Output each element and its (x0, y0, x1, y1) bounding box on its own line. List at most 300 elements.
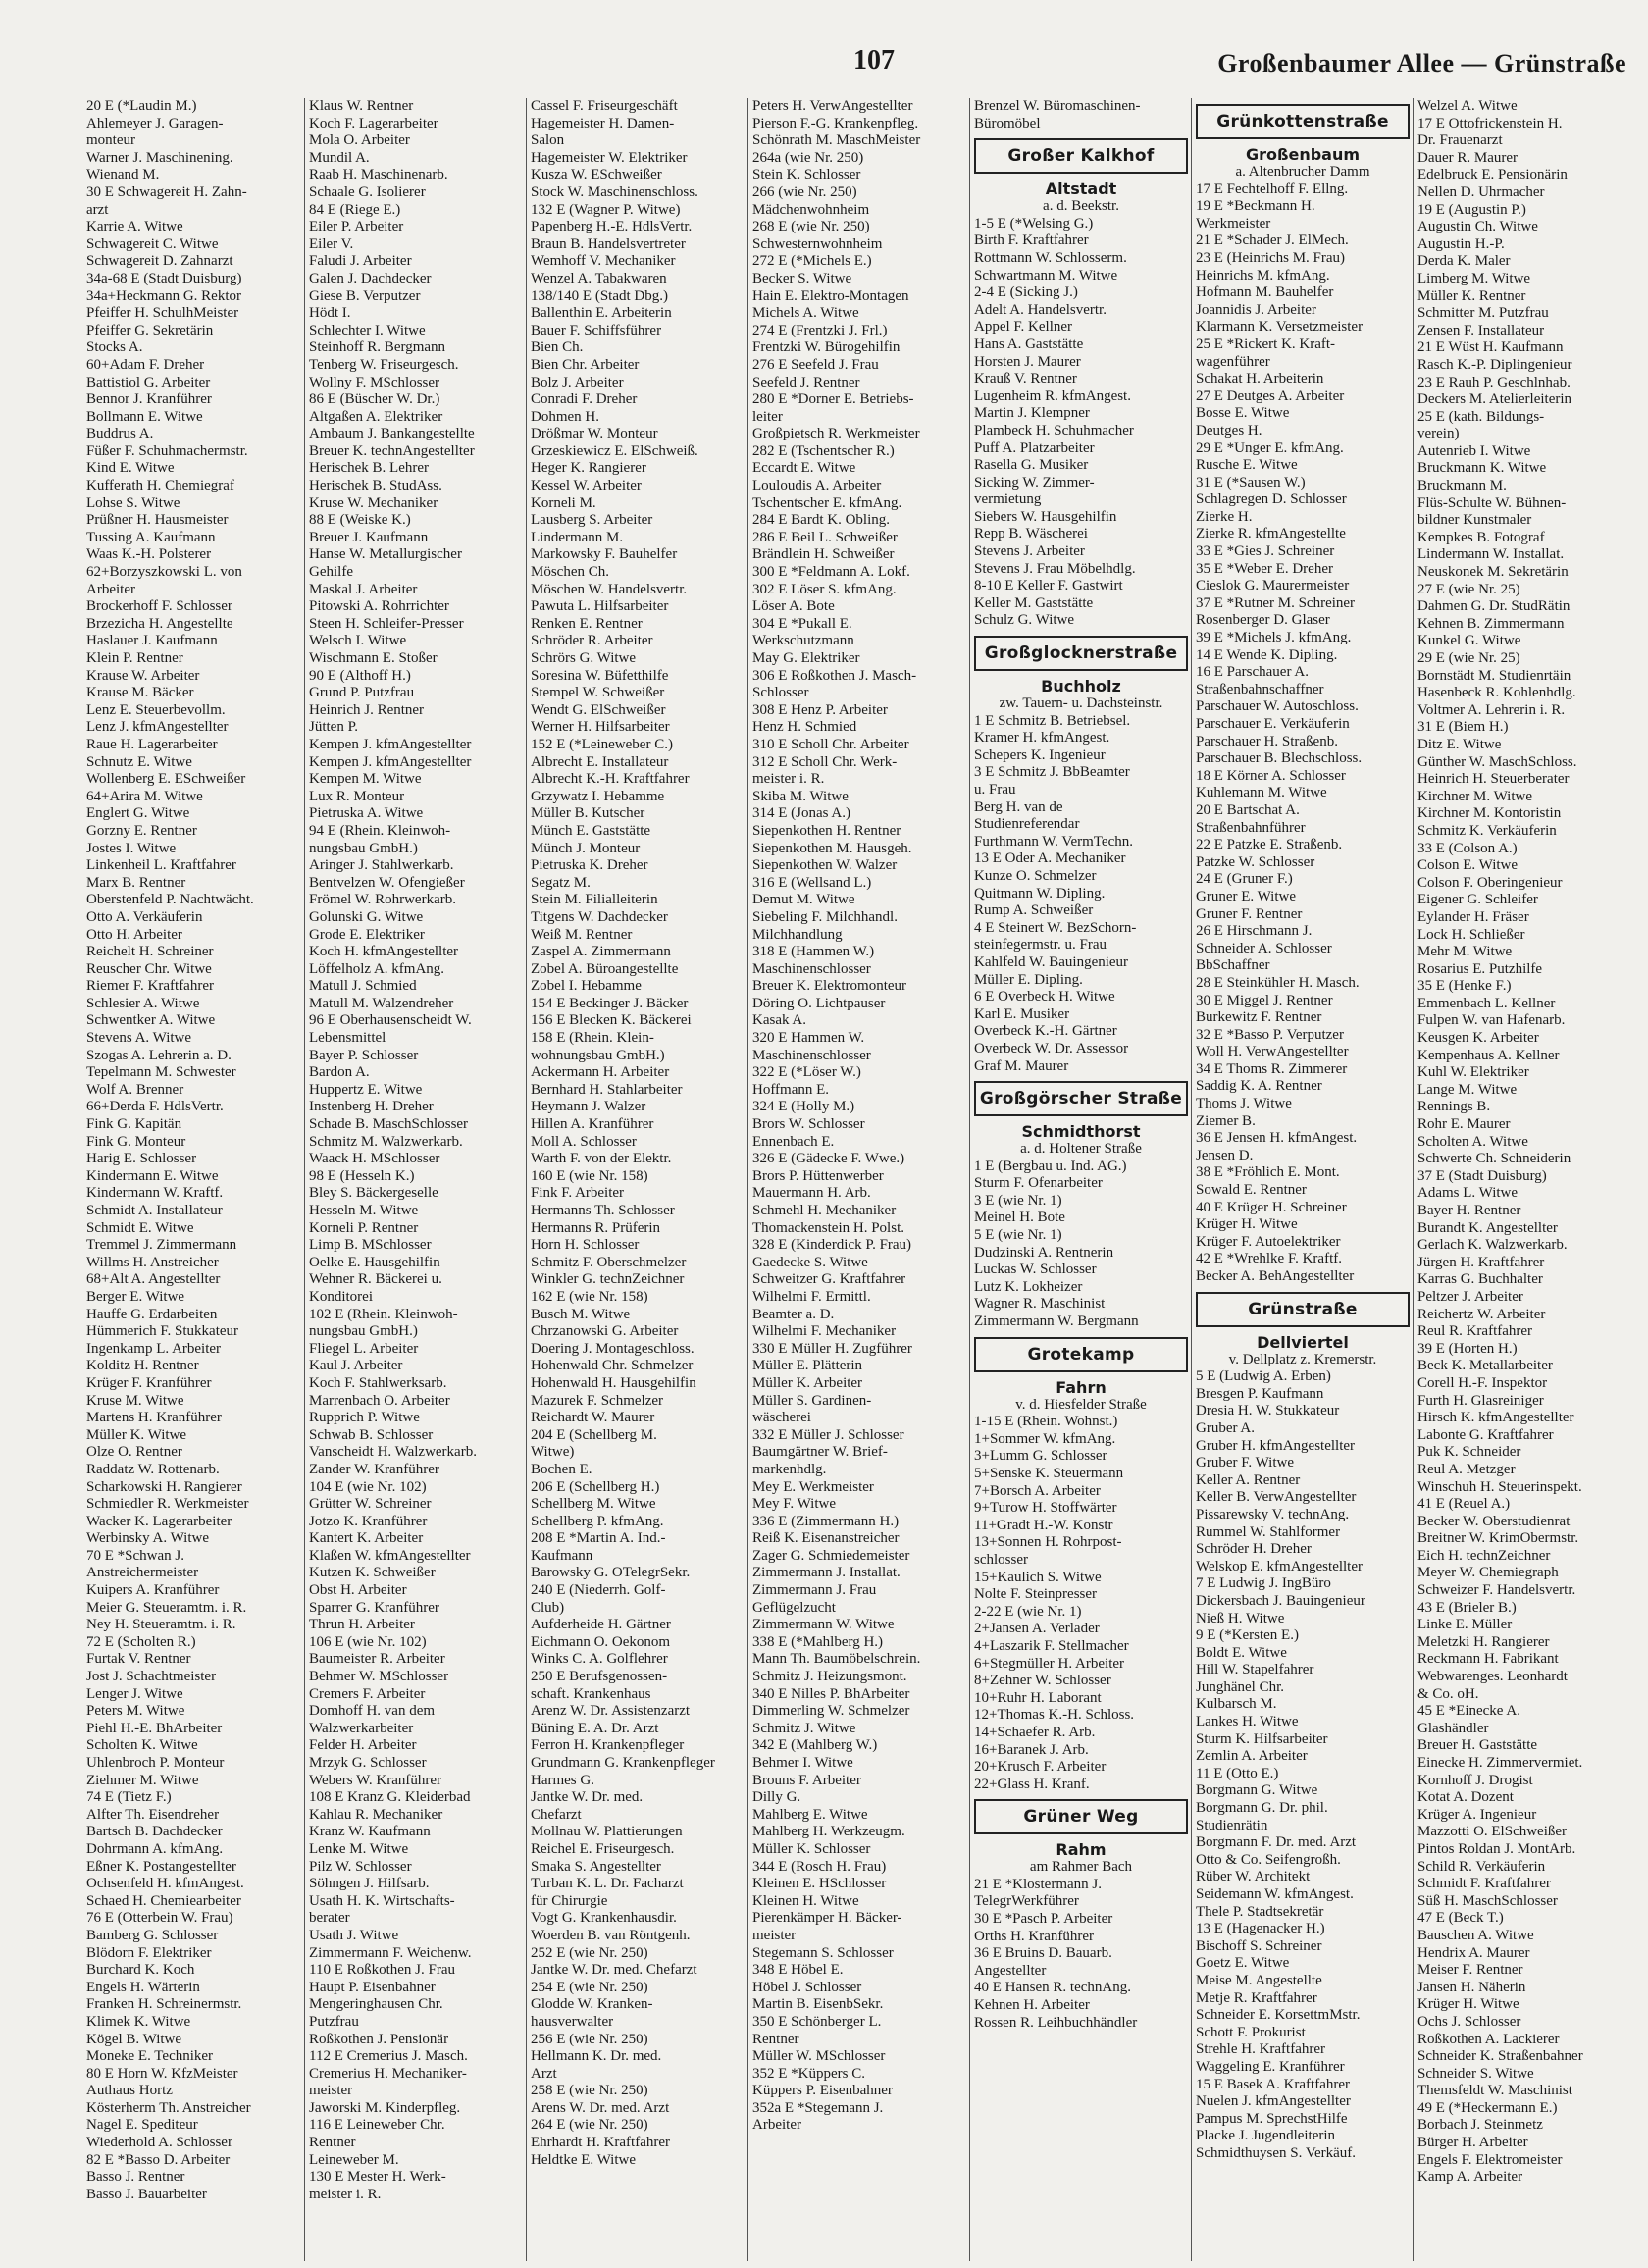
street-location: a. Altenbrucher Damm (1235, 164, 1370, 180)
directory-entry: Breuer J. Kaufmann (309, 529, 429, 545)
directory-entry: Fulpen W. van Hafenarb. (1417, 1012, 1566, 1029)
directory-entry: Winkler G. technZeichner (531, 1271, 685, 1288)
directory-entry: 310 E Scholl Chr. Arbeiter (752, 736, 909, 752)
directory-entry: Studienrätin (1196, 1817, 1268, 1833)
directory-entry: meister (309, 2083, 353, 2099)
directory-entry: Wolf A. Brenner (86, 1081, 184, 1098)
street-heading: Grünkottenstraße (1196, 104, 1410, 139)
directory-entry: Welzel A. Witwe (1417, 98, 1518, 114)
directory-entry: Rasch K.-P. Diplingenieur (1417, 356, 1572, 373)
directory-entry: Strehle H. Kraftfahrer (1196, 2041, 1326, 2058)
directory-entry: Pierson F.-G. Krankenpfleg. (752, 115, 919, 131)
directory-entry: 5 E (Ludwig A. Erben) (1196, 1368, 1331, 1385)
directory-entry: 30 E Miggel J. Rentner (1196, 992, 1333, 1008)
directory-entry: Borgmann G. Witwe (1196, 1782, 1318, 1799)
directory-column (526, 98, 747, 2261)
directory-entry: 64+Arira M. Witwe (86, 788, 203, 804)
directory-entry: Bresgen P. Kaufmann (1196, 1385, 1324, 1402)
directory-entry: Bochen E. (531, 1461, 592, 1477)
directory-entry: Schneider E. KorsettmMstr. (1196, 2007, 1361, 2024)
directory-entry: Schmidthuysen S. Verkäuf. (1196, 2144, 1357, 2161)
directory-entry: Kempen M. Witwe (309, 771, 422, 788)
directory-entry: Nieß H. Witwe (1196, 1610, 1285, 1626)
directory-entry: Kessel W. Arbeiter (531, 478, 642, 494)
directory-entry: Marx B. Rentner (86, 874, 186, 891)
directory-entry: Themsfeldt W. Maschinist (1417, 2083, 1572, 2099)
directory-entry: Ziemer B. (1196, 1112, 1256, 1129)
directory-entry: Schönrath M. MaschMeister (752, 132, 921, 149)
directory-entry: Sparrer G. Kranführer (309, 1599, 439, 1616)
directory-entry: 8-10 E Keller F. Gastwirt (974, 578, 1123, 594)
directory-entry: Rüber W. Architekt (1196, 1869, 1311, 1885)
directory-entry: 9+Turow H. Stoffwärter (974, 1500, 1117, 1517)
directory-entry: Grzeskiewicz E. ElSchweiß. (531, 442, 698, 459)
directory-entry: Skiba M. Witwe (752, 788, 849, 804)
directory-entry: Kufferath H. Chemiegraf (86, 478, 234, 494)
directory-entry: Hauffe G. Erdarbeiten (86, 1306, 218, 1322)
directory-entry: Schrörs G. Witwe (531, 650, 637, 666)
directory-entry: Karl E. Musiker (974, 1005, 1070, 1022)
directory-entry: 14 E Wende K. Dipling. (1196, 646, 1338, 663)
directory-entry: Mehr M. Witwe (1417, 944, 1513, 960)
district-name: Altstadt (1045, 180, 1117, 199)
directory-entry: 7+Borsch A. Arbeiter (974, 1482, 1101, 1499)
directory-entry: Beamter a. D. (752, 1306, 835, 1322)
directory-entry: Parschauer B. Blechschloss. (1196, 750, 1363, 767)
directory-entry: Stegemann S. Schlosser (752, 1944, 894, 1961)
directory-column (969, 98, 1191, 2261)
directory-entry: Oelke E. Hausgehilfin (309, 1254, 440, 1270)
directory-entry: Lux R. Monteur (309, 788, 405, 804)
directory-entry: Beck K. Metallarbeiter (1417, 1358, 1553, 1374)
directory-entry: Renken E. Rentner (531, 615, 643, 632)
directory-entry: Klarmann K. Versetzmeister (1196, 319, 1364, 335)
directory-entry: Kotat A. Dozent (1417, 1789, 1514, 1806)
directory-entry: Parschauer W. Autoschloss. (1196, 698, 1359, 715)
directory-entry: Fink F. Arbeiter (531, 1185, 625, 1202)
directory-entry: Eich H. technZeichner (1417, 1547, 1551, 1564)
directory-entry: 300 E *Feldmann A. Lokf. (752, 564, 910, 581)
directory-entry: Pierenkämper H. Bäcker- (752, 1910, 902, 1927)
directory-entry: Nuelen J. kfmAngestellter (1196, 2093, 1351, 2110)
directory-entry: 40 E Krüger H. Schreiner (1196, 1199, 1347, 1215)
directory-entry: Reuscher Chr. Witwe (86, 960, 212, 977)
directory-entry: Horn H. Schlosser (531, 1237, 640, 1254)
directory-entry: 32 E *Basso P. Verputzer (1196, 1026, 1344, 1043)
directory-entry: Kögel B. Witwe (86, 2031, 182, 2047)
directory-entry: Zierke R. kfmAngestellte (1196, 526, 1346, 542)
directory-entry: Baumeister R. Arbeiter (309, 1651, 445, 1668)
directory-entry: Dickersbach J. Bauingenieur (1196, 1592, 1365, 1609)
directory-entry: 14+Schaefer R. Arb. (974, 1724, 1096, 1740)
directory-entry: Dr. Frauenarzt (1417, 132, 1503, 149)
directory-entry: Schmiedler R. Werkmeister (86, 1496, 249, 1513)
directory-entry: 21 E *Schader J. ElMech. (1196, 232, 1349, 249)
directory-entry: 88 E (Weiske K.) (309, 512, 411, 529)
directory-entry: 324 E (Holly M.) (752, 1099, 855, 1115)
directory-entry: Obst H. Arbeiter (309, 1582, 407, 1599)
directory-entry: 82 E *Basso D. Arbeiter (86, 2151, 231, 2168)
directory-entry: 19 E *Beckmann H. (1196, 198, 1315, 215)
directory-entry: Zander W. Kranführer (309, 1461, 439, 1477)
directory-entry: Zobel I. Hebamme (531, 978, 642, 995)
directory-entry: Titgens W. Dachdecker (531, 908, 668, 925)
directory-entry: Thele P. Stadtsekretär (1196, 1903, 1324, 1920)
directory-entry: 24 E (Gruner F.) (1196, 871, 1293, 888)
directory-entry: Otto A. Verkäuferin (86, 908, 203, 925)
directory-entry: 156 E Blecken K. Bäckerei (531, 1012, 692, 1029)
directory-entry: Waack H. MSchlosser (309, 1151, 440, 1167)
directory-entry: 266 (wie Nr. 250) (752, 183, 857, 200)
directory-entry: Deckers M. Atelierleiterin (1417, 391, 1572, 408)
directory-entry: Puk K. Schneider (1417, 1444, 1521, 1461)
district-name: Schmidthorst (1021, 1122, 1141, 1142)
directory-entry: Matull J. Schmied (309, 978, 417, 995)
directory-entry: Anstreichermeister (86, 1565, 199, 1581)
directory-entry: Rummel W. Stahlformer (1196, 1523, 1341, 1540)
directory-entry: Reckmann H. Fabrikant (1417, 1651, 1559, 1668)
directory-entry: Englert G. Witwe (86, 805, 190, 822)
directory-entry: Dilly G. (752, 1789, 801, 1806)
directory-entry: Kranz W. Kaufmann (309, 1824, 431, 1840)
directory-entry: Mundil A. (309, 149, 370, 166)
directory-entry: Müller K. Rentner (1417, 287, 1526, 304)
directory-entry: Linkenheil L. Kraftfahrer (86, 857, 236, 874)
directory-entry: Scholten K. Witwe (86, 1737, 198, 1754)
directory-entry: Meise M. Angestellte (1196, 1972, 1322, 1988)
directory-entry: Dauer R. Maurer (1417, 149, 1519, 166)
directory-entry: Schwerte Ch. Schneiderin (1417, 1151, 1571, 1167)
directory-entry: Walzwerkarbeiter (309, 1720, 414, 1736)
directory-entry: 45 E *Einecke A. (1417, 1703, 1520, 1720)
directory-entry: Vogt G. Krankenhausdir. (531, 1910, 677, 1927)
directory-entry: Ambaum J. Bankangestellte (309, 426, 475, 442)
directory-entry: Brors P. Hüttenwerber (752, 1167, 884, 1184)
directory-entry: Schaale G. Isolierer (309, 183, 426, 200)
directory-entry: Matull M. Walzendreher (309, 995, 454, 1011)
directory-entry: 13 E (Hagenacker H.) (1196, 1921, 1325, 1937)
directory-entry: 344 E (Rosch H. Frau) (752, 1858, 887, 1875)
directory-entry: Wilhelmi F. Ermittl. (752, 1288, 871, 1305)
directory-entry: 42 E *Wrehlke F. Kraftf. (1196, 1251, 1342, 1267)
directory-entry: Kulbarsch M. (1196, 1696, 1277, 1713)
directory-entry: markenhdlg. (752, 1461, 827, 1477)
directory-entry: 36 E Jensen H. kfmAngest. (1196, 1130, 1358, 1147)
directory-entry: 312 E Scholl Chr. Werk- (752, 753, 898, 770)
directory-entry: Wendt G. ElSchweißer (531, 701, 666, 718)
directory-entry: Kindermann E. Witwe (86, 1167, 219, 1184)
directory-entry: Mola O. Arbeiter (309, 132, 410, 149)
directory-entry: Brändlein H. Schweißer (752, 546, 895, 563)
directory-entry: Krause M. Bäcker (86, 685, 194, 701)
directory-entry: Barowsky G. OTelegrSekr. (531, 1565, 691, 1581)
directory-entry: 208 E *Martin A. Ind.- (531, 1530, 666, 1547)
directory-entry: 41 E (Reuel A.) (1417, 1496, 1511, 1513)
directory-entry: meister i. R. (309, 2186, 382, 2202)
directory-entry: Lausberg S. Arbeiter (531, 512, 653, 529)
directory-entry: Schmitter M. Putzfrau (1417, 305, 1549, 322)
directory-entry: Dohmen H. (531, 408, 599, 425)
directory-entry: Parschauer H. Straßenb. (1196, 733, 1338, 749)
directory-entry: Arenz W. Dr. Assistenzarzt (531, 1703, 691, 1720)
directory-entry: 31 E (Biem H.) (1417, 719, 1509, 736)
directory-entry: 274 E (Frentzki J. Frl.) (752, 322, 888, 338)
directory-entry: Fliegel L. Arbeiter (309, 1340, 419, 1357)
district-name: Großenbaum (1245, 145, 1361, 164)
directory-entry: 320 E Hammen W. (752, 1030, 865, 1047)
directory-entry: Gruber H. kfmAngestellter (1196, 1437, 1356, 1454)
directory-entry: Martin J. Klempner (974, 405, 1090, 422)
directory-entry: Frömel W. Rohrwerkarb. (309, 892, 456, 908)
directory-entry: Grzywatz I. Hebamme (531, 788, 665, 804)
directory-entry: Cieslok G. Maurermeister (1196, 578, 1350, 594)
directory-entry: Wehner R. Bäckerei u. (309, 1271, 442, 1288)
directory-entry: Papenberg H.-E. HdlsVertr. (531, 219, 693, 235)
directory-entry: Uhlenbroch P. Monteur (86, 1755, 225, 1771)
directory-entry: 27 E Deutges A. Arbeiter (1196, 387, 1345, 404)
directory-entry: Club) (531, 1599, 565, 1616)
directory-entry: Brzezicha H. Angestellte (86, 615, 233, 632)
directory-entry: Arbeiter (86, 581, 135, 597)
directory-entry: Schmidt A. Installateur (86, 1203, 223, 1218)
directory-entry: Baumgärtner W. Brief- (752, 1444, 888, 1461)
directory-entry: Altgaßen A. Elektriker (309, 408, 443, 425)
directory-entry: Pitowski A. Rohrrichter (309, 598, 449, 615)
directory-entry: Schmitz M. Walzwerkarb. (309, 1133, 463, 1150)
directory-entry: Zaspel A. Zimmermann (531, 944, 671, 960)
directory-entry: 11+Gradt H.-W. Konstr (974, 1517, 1113, 1533)
directory-entry: Schneider K. Straßenbahner (1417, 2048, 1583, 2065)
directory-entry: Hoffmann E. (752, 1081, 830, 1098)
directory-entry: 7 E Ludwig J. IngBüro (1196, 1575, 1331, 1592)
directory-entry: Zemlin A. Arbeiter (1196, 1748, 1308, 1765)
directory-entry: 254 E (wie Nr. 250) (531, 1979, 648, 1995)
directory-entry: Parschauer E. Verkäuferin (1196, 716, 1350, 732)
directory-entry: Mahlberg E. Witwe (752, 1806, 868, 1823)
directory-entry: Schepers K. Ingenieur (974, 747, 1106, 763)
directory-entry: 272 E (*Michels E.) (752, 253, 872, 270)
directory-entry: Kempkes B. Fotograf (1417, 529, 1545, 545)
directory-entry: 13 E Oder A. Mechaniker (974, 850, 1126, 867)
directory-entry: Stein M. Filialleiterin (531, 892, 658, 908)
directory-entry: Tenberg W. Friseurgesch. (309, 356, 459, 373)
directory-entry: Korneli M. (531, 494, 596, 511)
directory-entry: Breitner W. KrimObermstr. (1417, 1530, 1579, 1547)
directory-entry: Breuer K. Elektromonteur (752, 978, 907, 995)
directory-entry: Sturm K. Hilfsarbeiter (1196, 1730, 1328, 1747)
directory-entry: 1+Sommer W. kfmAng. (974, 1430, 1116, 1447)
directory-entry: Limp B. MSchlosser (309, 1237, 432, 1254)
directory-entry: Welsch I. Witwe (309, 633, 407, 649)
directory-entry: Milchhandlung (752, 926, 843, 943)
directory-entry: 30 E *Pasch P. Arbeiter (974, 1911, 1113, 1928)
directory-entry: Müller K. Schlosser (752, 1840, 871, 1857)
directory-entry: 4+Laszarik F. Stellmacher (974, 1637, 1129, 1654)
directory-entry: Chefarzt (531, 1806, 582, 1823)
directory-entry: Rohr E. Maurer (1417, 1116, 1511, 1133)
directory-entry: schaft. Krankenhaus (531, 1685, 651, 1702)
directory-entry: Eichmann O. Oekonom (531, 1633, 671, 1650)
directory-entry: Gruner E. Witwe (1196, 888, 1297, 904)
directory-entry: 15+Kaulich S. Witwe (974, 1569, 1102, 1585)
directory-entry: Steinhoff R. Bergmann (309, 339, 446, 356)
directory-entry: Borbach J. Steinmetz (1417, 2117, 1543, 2134)
directory-entry: Burchard K. Koch (86, 1962, 195, 1979)
directory-entry: Berger E. Witwe (86, 1288, 185, 1305)
directory-entry: Kruse W. Mechaniker (309, 494, 438, 511)
directory-entry: Schlesier A. Witwe (86, 995, 200, 1011)
directory-entry: 30 E Schwagereit H. Zahn- (86, 183, 247, 200)
directory-entry: Raab H. Maschinenarb. (309, 167, 448, 183)
directory-entry: Jostes I. Witwe (86, 840, 177, 856)
directory-entry: steinfegermstr. u. Frau (974, 937, 1107, 954)
directory-entry: Ennenbach E. (752, 1133, 835, 1150)
directory-entry: Wischmann E. Stoßer (309, 650, 438, 666)
directory-entry: nungsbau GmbH.) (309, 840, 418, 856)
directory-entry: Werkschutzmann (752, 633, 854, 649)
directory-entry: Müller K. Witwe (86, 1426, 187, 1443)
directory-entry: Mazzotti O. ElSchweißer (1417, 1824, 1568, 1840)
directory-entry: 60+Adam F. Dreher (86, 356, 205, 373)
directory-entry: Louloudis A. Arbeiter (752, 478, 882, 494)
directory-entry: Kuipers A. Kranführer (86, 1582, 220, 1599)
directory-entry: Keller A. Rentner (1196, 1471, 1301, 1488)
directory-entry: 3+Lumm G. Schlosser (974, 1448, 1107, 1465)
directory-entry: Kruse M. Witwe (86, 1392, 184, 1409)
directory-entry: Pilz W. Schlosser (309, 1858, 412, 1875)
directory-entry: Soresina W. Büfetthilfe (531, 667, 669, 684)
directory-entry: Goetz E. Witwe (1196, 1955, 1290, 1972)
directory-entry: Quitmann W. Dipling. (974, 885, 1106, 902)
directory-entry: Winks C. A. Golflehrer (531, 1651, 668, 1668)
directory-entry: Ditz E. Witwe (1417, 736, 1502, 752)
directory-column (304, 98, 526, 2261)
directory-entry: Brockerhoff F. Schlosser (86, 598, 232, 615)
directory-entry: Eßner K. Postangestellter (86, 1858, 236, 1875)
directory-entry: Schnutz E. Witwe (86, 753, 192, 770)
directory-entry: 84 E (Riege E.) (309, 201, 401, 218)
directory-entry: Faludi J. Arbeiter (309, 253, 412, 270)
directory-entry: 5 E (wie Nr. 1) (974, 1227, 1062, 1244)
directory-entry: Arens W. Dr. med. Arzt (531, 2099, 670, 2116)
directory-entry: Kramer H. kfmAngest. (974, 730, 1110, 747)
directory-entry: Reul A. Metzger (1417, 1461, 1516, 1477)
directory-entry: Jost J. Schachtmeister (86, 1669, 217, 1685)
directory-entry: Hans A. Gaststätte (974, 335, 1084, 352)
directory-entry: Schwentker A. Witwe (86, 1012, 216, 1029)
directory-entry: TelegrWerkführer (974, 1893, 1079, 1910)
directory-entry: Bley S. Bäckergeselle (309, 1185, 438, 1202)
directory-entry: 276 E Seefeld J. Frau (752, 356, 879, 373)
directory-entry: Koch F. Lagerarbeiter (309, 115, 438, 131)
directory-entry: Pissarewsky V. technAng. (1196, 1506, 1350, 1522)
directory-entry: 33 E *Gies J. Schreiner (1196, 543, 1335, 560)
directory-entry: Emmenbach L. Kellner (1417, 995, 1556, 1011)
directory-entry: Maskal J. Arbeiter (309, 581, 418, 597)
directory-entry: Becker S. Witwe (752, 270, 852, 286)
directory-entry: Kaufmann (531, 1547, 593, 1564)
directory-entry: Dimmerling W. Schmelzer (752, 1703, 910, 1720)
directory-entry: Rennings B. (1417, 1099, 1491, 1115)
directory-entry: Lankes H. Witwe (1196, 1714, 1299, 1730)
directory-entry: 25 E *Rickert K. Kraft- (1196, 335, 1336, 352)
directory-entry: Hermanns Th. Schlosser (531, 1203, 675, 1218)
street-location: a. d. Beekstr. (1043, 198, 1119, 215)
directory-entry: Chrzanowski G. Arbeiter (531, 1323, 679, 1340)
directory-entry: Ziehmer M. Witwe (86, 1772, 199, 1788)
directory-entry: Bayer H. Rentner (1417, 1203, 1521, 1218)
directory-entry: Haupt P. Eisenbahner (309, 1979, 436, 1995)
directory-entry: Schweizer F. Handelsvertr. (1417, 1582, 1576, 1599)
directory-entry: 27 E (wie Nr. 25) (1417, 581, 1520, 597)
directory-entry: 9 E (*Kersten E.) (1196, 1627, 1299, 1644)
directory-entry: Scharkowski H. Rangierer (86, 1478, 242, 1495)
directory-entry: Wacker K. Lagerarbeiter (86, 1513, 232, 1529)
directory-entry: Müller K. Arbeiter (752, 1374, 863, 1391)
directory-entry: Jantke W. Dr. med. Chefarzt (531, 1962, 697, 1979)
directory-entry: Reichel E. Friseurgesch. (531, 1840, 675, 1857)
directory-entry: wohnungsbau GmbH.) (531, 1047, 665, 1063)
directory-entry: 3 E Schmitz J. BbBeamter (974, 764, 1130, 781)
directory-entry: Lebensmittel (309, 1030, 386, 1047)
directory-entry: Schmidt E. Witwe (86, 1219, 194, 1236)
directory-entry: Wilhelmi F. Mechaniker (752, 1323, 897, 1340)
directory-entry: Hohenwald H. Hausgehilfin (531, 1374, 696, 1391)
directory-entry: 18 E Körner A. Schlosser (1196, 767, 1346, 784)
directory-entry: Berg H. van de (974, 799, 1063, 815)
directory-entry: Hasenbeck R. Kohlenhdlg. (1417, 685, 1576, 701)
directory-entry: Huppertz E. Witwe (309, 1081, 423, 1098)
directory-entry: Müller W. MSchlosser (752, 2048, 886, 2065)
directory-entry: 1 E (Bergbau u. Ind. AG.) (974, 1158, 1127, 1174)
directory-entry: vermietung (974, 491, 1042, 508)
directory-entry: Lenz E. Steuerbevollm. (86, 701, 226, 718)
directory-entry: Möschen W. Handelsvertr. (531, 581, 688, 597)
directory-entry: Lenger J. Witwe (86, 1685, 183, 1702)
directory-entry: Bien Chr. Arbeiter (531, 356, 640, 373)
directory-entry: Kind E. Witwe (86, 460, 175, 477)
directory-entry: Thoms J. Witwe (1196, 1096, 1292, 1112)
directory-entry: Klimek K. Witwe (86, 2013, 191, 2030)
directory-entry: Söhngen J. Hilfsarb. (309, 1876, 430, 1892)
directory-entry: Kahlfeld W. Bauingenieur (974, 954, 1129, 970)
directory-entry: Kindermann W. Kraftf. (86, 1185, 224, 1202)
directory-entry: Zager G. Schmiedemeister (752, 1547, 910, 1564)
directory-entry: Kunkel G. Witwe (1417, 633, 1521, 649)
directory-entry: Grütter W. Schreiner (309, 1496, 432, 1513)
directory-entry: Mädchenwohnheim (752, 201, 870, 218)
directory-entry: Kaul J. Arbeiter (309, 1358, 403, 1374)
directory-entry: Siepenkothen M. Hausgeh. (752, 840, 912, 856)
directory-entry: Jensen D. (1196, 1147, 1254, 1163)
directory-entry: 38 E *Fröhlich E. Mont. (1196, 1164, 1340, 1181)
directory-entry: Heger K. Rangierer (531, 460, 646, 477)
directory-entry: Hagemeister H. Damen- (531, 115, 675, 131)
directory-columns (82, 98, 1634, 2261)
directory-entry: Kutzen K. Schweißer (309, 1565, 436, 1581)
directory-entry: Graf M. Maurer (974, 1057, 1069, 1074)
directory-entry: 11 E (Otto E.) (1196, 1765, 1279, 1781)
directory-entry: Rump A. Schweißer (974, 902, 1094, 919)
directory-entry: Meyer W. Chemiegraph (1417, 1565, 1559, 1581)
directory-entry: Münch J. Monteur (531, 840, 641, 856)
directory-entry: Haslauer J. Kaufmann (86, 633, 218, 649)
directory-entry: Dohrmann A. kfmAng. (86, 1840, 224, 1857)
directory-entry: Thrun H. Arbeiter (309, 1617, 415, 1633)
directory-entry: Voltmer A. Lehrerin i. R. (1417, 701, 1566, 718)
directory-entry: 86 E (Büscher W. Dr.) (309, 391, 440, 408)
directory-entry: Arbeiter (752, 2117, 801, 2134)
